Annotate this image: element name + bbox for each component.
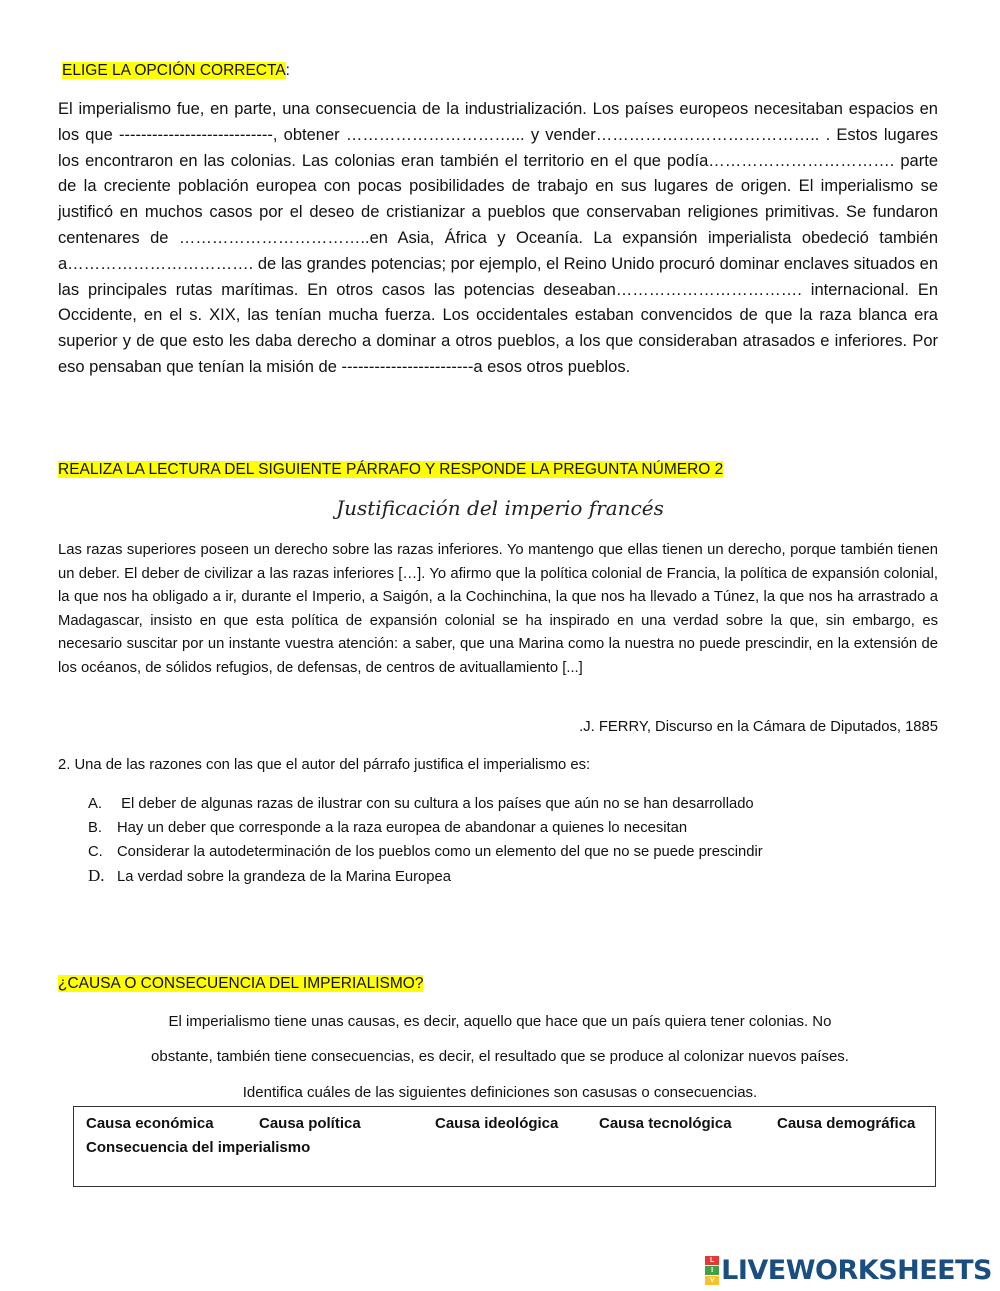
section2-heading-line <box>58 460 723 480</box>
option-letter: C. <box>88 844 103 860</box>
logo-mark-letter: I <box>705 1266 719 1275</box>
category-box <box>73 1106 936 1187</box>
section1-heading: ELIGE LA OPCIÓN CORRECTA <box>62 62 286 79</box>
category-tecnologica[interactable]: Causa tecnológica <box>599 1115 732 1132</box>
answer-options <box>88 792 763 888</box>
fill-in-paragraph: El imperialismo fue, en parte, una consecuencia de la industrialización. Los países europeos necesitaban espacios en los que ----------------------------, obtener …………………………... y vender………………………………….. . Estos lugares los encontraron en las colonias. Las colonias eran también el territorio en el que podía……………………………. parte de la creciente población europea con pocas posibilidades de trabajo en sus lugares de origen. El imperialismo se justificó en muchos casos por el deseo de cristianizar a pueblos que conservaban religiones primitivas. Se fundaron centenares de ……………………………..en Asia, África y Oceanía. La expansión imperialista obedeció también a……………………………. de las grandes potencias; por ejemplo, el Reino Unido procuró dominar enclaves situados en las principales rutas marítimas. En otros casos las potencias deseaban……………………………. internacional. En Occidente, en el s. XIX, las tenían mucha fuerza. Los occidentales estaban convencidos de que la raza blanca era superior y de que esto les daba derecho a dominar a otros pueblos, a los que consideraban atrasados e inferiores. Por eso pensaban que tenían la misión de ------------------------a esos otros pueblos. <box>58 100 938 376</box>
section3-heading-line <box>58 974 423 994</box>
option-letter: A. <box>88 796 102 812</box>
option-c[interactable] <box>88 840 763 864</box>
category-consecuencia[interactable]: Consecuencia del imperialismo <box>86 1139 311 1156</box>
option-text: La verdad sobre la grandeza de la Marina Europea <box>117 869 451 885</box>
option-d[interactable] <box>88 864 763 888</box>
reading-quote: Las razas superiores poseen un derecho sobre las razas inferiores. Yo mantengo que ellas tienen un derecho, porque también tienen un deber. El deber de civilizar a las razas inferiores […]. Yo afirmo que la política colonial de Francia, la política de expansión colonial, la que nos ha obligado a ir, durante el Imperio, a Saigón, a la Cochinchina, la que nos ha llevado a Túnez, la que nos ha arrastrado a Madagascar, insisto en que esta política de expansión colonial se ha inspirado en una verdad sobre la que, sin embargo, es necesario suscitar por un instante vuestra atención: a saber, que una Marina como la nuestra no puede prescindir, en la extensión de los océanos, de sólidos refugios, de defensas, de centros de avituallamiento [...] <box>58 542 938 676</box>
option-letter: B. <box>88 820 102 836</box>
quote-source: .J. FERRY, Discurso en la Cámara de Diputados, 1885 <box>579 719 938 735</box>
option-text: Considerar la autodeterminación de los pueblos como un elemento del que no se puede prescindir <box>117 844 763 860</box>
category-ideologica[interactable]: Causa ideológica <box>435 1115 559 1132</box>
option-a[interactable] <box>88 792 763 816</box>
reading-title: Justificación del imperio francés <box>336 496 664 520</box>
intro-line-1: El imperialismo tiene unas causas, es decir, aquello que hace que un país quiera tener colonias. No <box>168 1013 832 1030</box>
logo-mark-letter: L <box>705 1256 719 1265</box>
intro-line-2: obstante, también tiene consecuencias, es decir, el resultado que se produce al colonizar nuevos países. <box>151 1048 849 1065</box>
category-demografica[interactable]: Causa demográfica <box>777 1115 916 1132</box>
option-text: Hay un deber que corresponde a la raza europea de abandonar a quienes lo necesitan <box>117 820 688 836</box>
category-economica[interactable]: Causa económica <box>86 1115 214 1132</box>
section1-heading-colon: : <box>285 62 290 79</box>
section2-heading: REALIZA LA LECTURA DEL SIGUIENTE PÁRRAFO Y RESPONDE LA PREGUNTA NÚMERO 2 <box>58 461 724 478</box>
question-2: 2. Una de las razones con las que el autor del párrafo justifica el imperialismo es: <box>58 757 591 773</box>
option-b[interactable] <box>88 816 763 840</box>
option-letter: D. <box>88 866 105 885</box>
section3-heading: ¿CAUSA O CONSECUENCIA DEL IMPERIALISMO? <box>58 975 424 992</box>
logo-text: LIVEWORKSHEETS <box>721 1254 992 1286</box>
section1-heading-line <box>62 61 290 81</box>
intro-line-3: Identifica cuáles de las siguientes definiciones son casusas o consecuencias. <box>242 1084 758 1101</box>
category-politica[interactable]: Causa política <box>259 1115 361 1132</box>
liveworksheets-logo <box>705 1255 992 1285</box>
logo-mark-letter: V <box>705 1276 719 1285</box>
option-text: El deber de algunas razas de ilustrar con su cultura a los países que aún no se han desarrollado <box>117 796 754 812</box>
logo-mark-icon <box>705 1255 719 1285</box>
